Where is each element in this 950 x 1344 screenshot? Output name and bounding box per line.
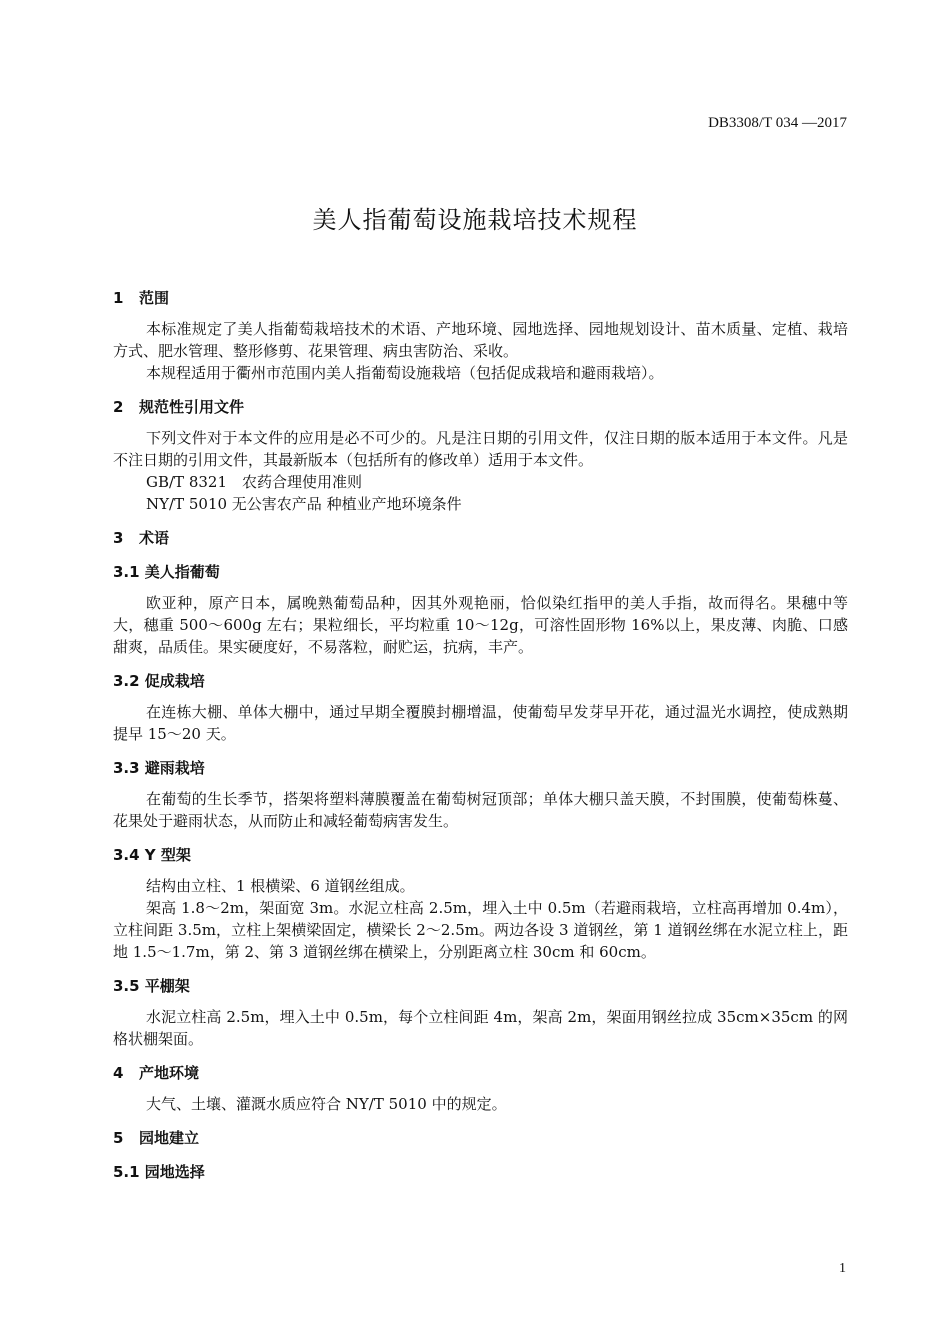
subsection-heading: 3.4 Y 型架 bbox=[113, 846, 191, 864]
paragraph: 在连栋大棚、单体大棚中，通过早期全覆膜封棚增温，使葡萄早发芽早开花，通过温光水调控，使成熟期提早 15～20 天。 bbox=[113, 703, 848, 743]
subsection-heading: 3.3 避雨栽培 bbox=[113, 759, 205, 777]
paragraph: 水泥立柱高 2.5m，埋入土中 0.5m，每个立柱间距 4m，架高 2m，架面用钢丝拉成 35cm×35cm 的网格状棚架面。 bbox=[113, 1008, 848, 1048]
subsection-heading: 5.1 园地选择 bbox=[113, 1163, 205, 1181]
standard-code: DB3308/T 034 —2017 bbox=[708, 115, 847, 131]
subsection-heading: 3.1 美人指葡萄 bbox=[113, 563, 220, 581]
section-number: 5 bbox=[113, 1129, 124, 1147]
paragraph: 本标准规定了美人指葡萄栽培技术的术语、产地环境、园地选择、园地规划设计、苗木质量、定植、栽培方式、肥水管理、整形修剪、花果管理、病虫害防治、采收。 bbox=[113, 320, 848, 360]
subsection-heading: 3.2 促成栽培 bbox=[113, 672, 205, 690]
section-number: 4 bbox=[113, 1064, 124, 1082]
paragraph: 架高 1.8～2m，架面宽 3m。水泥立柱高 2.5m，埋入土中 0.5m（若避雨栽培，立柱高再增加 0.4m），立柱间距 3.5m，立柱上架横梁固定，横梁长 2～2.5m。两边各设 3 道钢丝，第 1 道钢丝绑在水泥立柱上，距地 1.5～1.7m，第 2、第 3 道钢丝绑在横梁上，分别距离立柱 30cm 和 60cm。 bbox=[113, 899, 848, 961]
section-title: 园地建立 bbox=[139, 1129, 200, 1147]
document-title: 美人指葡萄设施栽培技术规程 bbox=[312, 206, 638, 234]
section-title: 规范性引用文件 bbox=[139, 398, 245, 416]
reference-item: GB/T 8321 农药合理使用准则 bbox=[146, 473, 363, 491]
section-number: 2 bbox=[113, 398, 124, 416]
section-heading-references bbox=[113, 396, 848, 418]
paragraph: 欧亚种，原产日本，属晚熟葡萄品种，因其外观艳丽，恰似染红指甲的美人手指，故而得名。果穗中等大，穗重 500～600g 左右；果粒细长，平均粒重 10～12g，可溶性固形物 16%以上，果皮薄、肉脆、口感甜爽，品质佳。果实硬度好，不易落粒，耐贮运，抗病，丰产。 bbox=[113, 594, 848, 656]
section-heading-orchard bbox=[113, 1127, 848, 1149]
paragraph: 在葡萄的生长季节，搭架将塑料薄膜覆盖在葡萄树冠顶部；单体大棚只盖天膜，不封围膜，使葡萄株蔓、花果处于避雨状态，从而防止和减轻葡萄病害发生。 bbox=[113, 790, 848, 830]
section-heading-terms bbox=[113, 527, 848, 549]
section-heading-scope bbox=[113, 287, 848, 309]
paragraph: 大气、土壤、灌溉水质应符合 NY/T 5010 中的规定。 bbox=[146, 1095, 507, 1113]
paragraph: 下列文件对于本文件的应用是必不可少的。凡是注日期的引用文件，仅注日期的版本适用于本文件。凡是不注日期的引用文件，其最新版本（包括所有的修改单）适用于本文件。 bbox=[113, 429, 848, 469]
document-body bbox=[113, 287, 848, 1183]
section-title: 产地环境 bbox=[139, 1064, 200, 1082]
section-heading-environment bbox=[113, 1062, 848, 1084]
section-number: 3 bbox=[113, 529, 124, 547]
section-title: 范围 bbox=[139, 289, 170, 307]
paragraph: 结构由立柱、1 根横梁、6 道钢丝组成。 bbox=[146, 877, 415, 895]
paragraph: 本规程适用于衢州市范围内美人指葡萄设施栽培（包括促成栽培和避雨栽培）。 bbox=[146, 364, 664, 382]
subsection-heading: 3.5 平棚架 bbox=[113, 977, 190, 995]
page-number: 1 bbox=[839, 1261, 846, 1276]
section-number: 1 bbox=[113, 289, 124, 307]
reference-item: NY/T 5010 无公害农产品 种植业产地环境条件 bbox=[146, 495, 462, 513]
section-title: 术语 bbox=[139, 529, 170, 547]
